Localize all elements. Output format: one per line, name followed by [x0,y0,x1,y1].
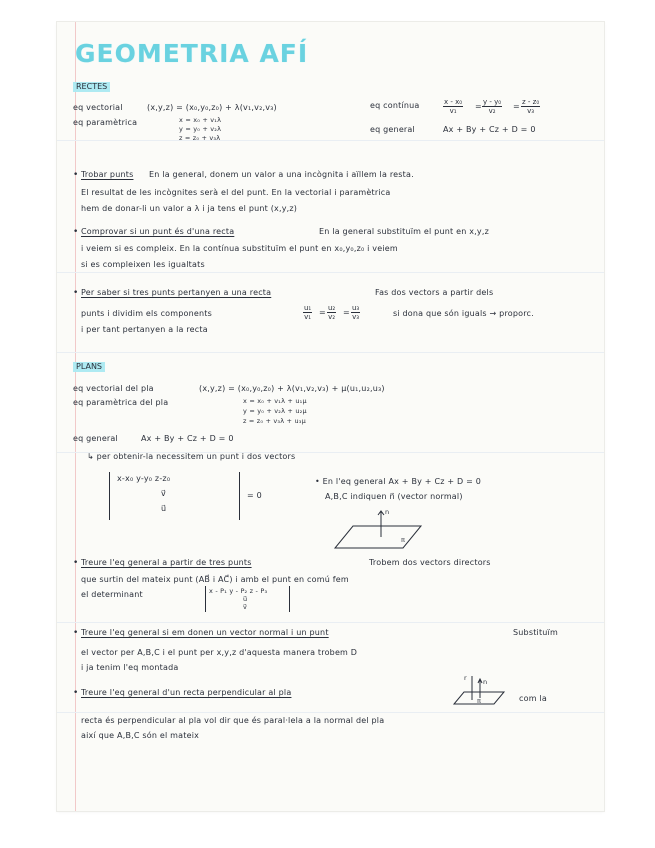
plane-normal-diagram [333,506,425,550]
det-row2: u⃗ [243,595,248,603]
bullet-recta-perp-head: Treure l'eq general d'un recta perpendicular al pla [81,688,292,697]
continua-frac-z: $\frac{\text{z - z₀}}{\text{v₃}}$ [522,98,540,115]
rectes-general-formula: Ax + By + Cz + D = 0 [443,125,536,134]
continua-frac-x: $\frac{\text{x - x₀}}{\text{v₁}}$ [444,98,463,115]
bullet-vector-normal-line3: i ja tenim l'eq montada [81,663,179,672]
section-heading-rectes: RECTES [73,82,110,92]
rectes-vectorial-formula: (x,y,z) = (x₀,y₀,z₀) + λ(v₁,v₂,v₃) [147,103,277,112]
det-row1: x - P₁ y - P₂ z - P₃ [209,587,268,595]
bullet-recta-perp-line3: així que A,B,C són el mateix [81,731,200,740]
plans-need-text: ↳ per obtenir-la necessitem un punt i dos vectors [87,452,296,461]
plans-matrix-row3: u⃗ [161,504,167,513]
bullet-recta-perp-line1: com la [519,694,547,703]
rectes-param-z: z = z₀ + v₃λ [179,134,221,142]
rectes-param-y: y = y₀ + v₂λ [179,125,222,133]
bullet-vector-normal-line2: el vector per A,B,C i el punt per x,y,z d'aquesta manera trobem D [81,648,358,657]
plans-general-label: eq general [73,434,118,443]
plans-vectorial-label: eq vectorial del pla [73,384,154,393]
bullet-tres-punts-head: Per saber si tres punts pertanyen a una recta [81,288,272,297]
bullet-tres-punts-line3: si dona que són iguals → proporc. [393,309,534,318]
bullet-trobar-punts-line1: En la general, donem un valor a una incògnita i aïllem la resta. [149,170,414,179]
perp-diagram-n: n [483,678,488,686]
perp-diagram-r: r [464,674,467,682]
bullet-tres-punts-pla-line3: el determinant [81,590,143,599]
rectes-parametrica-label: eq paramètrica [73,118,138,127]
perp-diagram-pi: π [477,697,482,705]
plans-param-x: x = x₀ + v₁λ + u₁μ [243,397,307,405]
page-title: GEOMETRIA AFÍ [75,39,309,68]
plans-matrix-row2: v⃗ [161,489,166,498]
continua-frac-y: $\frac{\text{y - y₀}}{\text{v₂}}$ [483,98,502,115]
tres-punts-frac-2: $\frac{\text{u₂}}{\text{v₂}}$ [328,304,336,321]
bullet-trobar-punts-head: Trobar punts [81,170,134,179]
diagram-plane-label: π [401,536,406,544]
section-heading-plans: PLANS [73,362,105,372]
tres-punts-frac-3: $\frac{\text{u₃}}{\text{v₃}}$ [352,304,360,321]
tres-punts-frac-1: $\frac{\text{u₁}}{\text{v₁}}$ [304,304,312,321]
rectes-continua-label: eq contínua [370,101,420,110]
bullet-recta-perp-line2: recta és perpendicular al pla vol dir que és paral·lela a la normal del pla [81,716,385,725]
bullet-vector-normal-head: Treure l'eq general si em donen un vector normal i un punt [81,628,329,637]
plans-parametrica-label: eq paramètrica del pla [73,398,169,407]
bullet-tres-punts-pla-line1: Trobem dos vectors directors [369,558,491,567]
plans-normal-line1: • En l'eq general Ax + By + Cz + D = 0 [315,477,482,486]
plans-param-z: z = z₀ + v₃λ + u₃μ [243,417,306,425]
plans-normal-line2: A,B,C indiquen n⃗ (vector normal) [325,492,463,501]
bullet-comprovar-line2: i veiem si es compleix. En la contínua substituïm el punt en x₀,y₀,z₀ i veiem [81,244,398,253]
bullet-tres-punts-pla-line2: que surtin del mateix punt (AB⃗ i AC⃗) i amb el punt en comú fem [81,575,349,584]
rectes-vectorial-label: eq vectorial [73,103,123,112]
bullet-comprovar-line3: si es compleixen les igualtats [81,260,205,269]
plans-vectorial-formula: (x,y,z) = (x₀,y₀,z₀) + λ(v₁,v₂,v₃) + μ(u₁,u₂,u₃) [199,384,385,393]
bullet-comprovar-line1: En la general substituïm el punt en x,y,z [319,227,489,236]
bullet-vector-normal-line1: Substituïm [513,628,558,637]
plans-param-y: y = y₀ + v₂λ + u₂μ [243,407,307,415]
rectes-param-x: x = x₀ + v₁λ [179,116,222,124]
notebook-page: GEOMETRIA AFÍ RECTES eq vectorial (x,y,z) = (x₀,y₀,z₀) + λ(v₁,v₂,v₃) eq paramètrica x = x₀ + v₁λ y = y₀ + v₂λ z = z₀ + v₃λ eq contínua $\frac{\text{x - x₀}}{\text{v₁}}$ = $\frac{\text{y - y₀}}{\text{v₂}}$ = $\frac{\text{z - z₀}}{\text{v₃}}$ eq general Ax + By + Cz + D = 0 • Trobar punts En la general, donem un valor a una incògnita i aïllem la resta. El resultat de les incògnites serà el del punt. En la vectorial i paramètrica hem de donar-li un valor a λ i ja tens el punt (x,y,z) • Comprovar si un punt és d'una recta En la general substituïm el punt en x,y,z i veiem si es compleix. En la contínua substituïm el punt en x₀,y₀,z₀ i veiem si es compleixen les igualtats • Per saber si tres punts pertanyen a una recta Fas dos vectors a partir dels punts i dividim els components $\frac{\text{u₁}}{\text{v₁}}$ = $\frac{\text{u₂}}{\text{v₂}}$ = $\frac{\text{u₃}}{\text{v₃}}$ si dona que són iguals → proporc. i per tant pertanyen a la recta PLANS eq vectorial del pla (x,y,z) = (x₀,y₀,z₀) + λ(v₁,v₂,v₃) + μ(u₁,u₂,u₃) eq paramètrica del pla x = x₀ + v₁λ + u₁μ y = y₀ + v₂λ + u₂μ z = z₀ + v₃λ + u₃μ eq general Ax + By + Cz + D = 0 ↳ per obtenir-la necessitem un punt i dos vectors x-x₀ y-y₀ z-z₀ v⃗ u⃗ = 0 • En l'eq general Ax + By + Cz + D = 0 A,B,C indiquen n⃗ (vector normal) n π • Treure l'eq general a partir de tres punts Trobem dos vectors directors que surtin del mateix punt (AB⃗ i AC⃗) i amb el punt en comú fem el determinant x - P₁ y - P₂ z - P₃ u⃗ v⃗ • Treure l'eq general si em donen un vector normal i un punt Substituïm el vector per A,B,C i el punt per x,y,z d'aquesta manera trobem D i ja tenim l'eq montada • Treure l'eq general d'un recta perpendicular al pla r n π com la recta és perpendicular al pla vol dir que és paral·lela a la normal del pla així que A,B,C són el mateix [57,22,604,811]
bullet-trobar-punts-line3: hem de donar-li un valor a λ i ja tens el punt (x,y,z) [81,204,298,213]
bullet-tres-punts-line2: punts i dividim els components [81,309,213,318]
plans-general-formula: Ax + By + Cz + D = 0 [141,434,234,443]
plans-matrix-eq: = 0 [247,491,262,500]
plans-matrix-row1: x-x₀ y-y₀ z-z₀ [117,474,171,483]
rectes-general-label: eq general [370,125,415,134]
det-row3: v⃗ [243,603,248,611]
bullet-tres-punts-pla-head: Treure l'eq general a partir de tres punts [81,558,252,567]
bullet-tres-punts-line4: i per tant pertanyen a la recta [81,325,208,334]
diagram-normal-label: n [385,508,390,516]
bullet-comprovar-head: Comprovar si un punt és d'una recta [81,227,235,236]
bullet-trobar-punts-line2: El resultat de les incògnites serà el del punt. En la vectorial i paramètrica [81,188,391,197]
bullet-tres-punts-line1: Fas dos vectors a partir dels [375,288,494,297]
